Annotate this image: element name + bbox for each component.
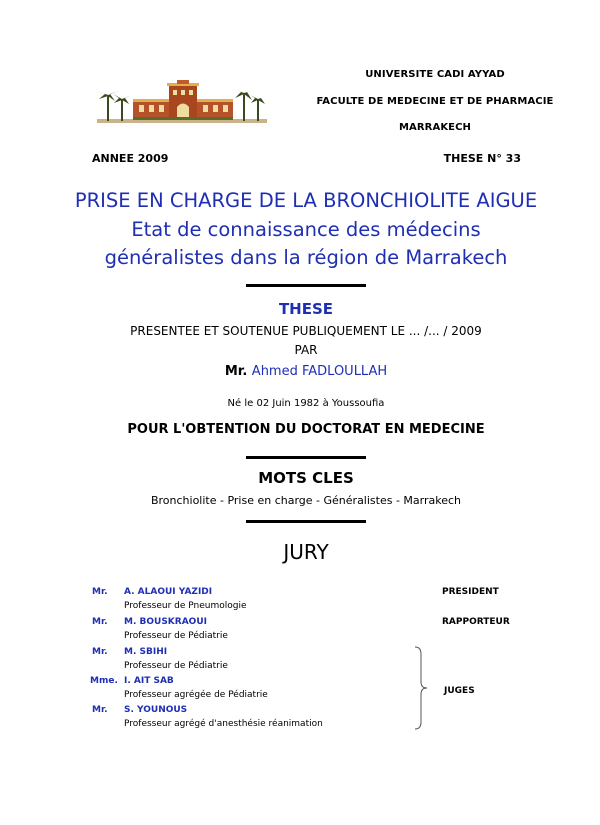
jury-member-position: Professeur de Pneumologie bbox=[124, 601, 247, 611]
jury-member-position: Professeur agrégée de Pédiatrie bbox=[124, 690, 268, 700]
jury-member-title: Mr. bbox=[92, 587, 108, 597]
role-rapporteur: RAPPORTEUR bbox=[442, 617, 510, 627]
degree-purpose: POUR L'OBTENTION DU DOCTORAT EN MEDECINE bbox=[127, 422, 485, 437]
role-juges: JUGES bbox=[444, 686, 475, 696]
jury-member-position: Professeur agrégé d'anesthésie réanimation bbox=[124, 719, 323, 729]
jury-member-title: Mme. bbox=[90, 676, 118, 686]
divider bbox=[246, 456, 366, 459]
university-name: UNIVERSITE CADI AYYAD bbox=[365, 69, 505, 80]
jury-member-title: Mr. bbox=[92, 617, 108, 627]
divider bbox=[246, 520, 366, 523]
academic-year: ANNEE 2009 bbox=[92, 152, 169, 165]
city-name: MARRAKECH bbox=[398, 122, 472, 133]
jury-member-name: A. ALAOUI YAZIDI bbox=[124, 587, 213, 597]
jury-member-position: Professeur de Pédiatrie bbox=[124, 661, 228, 671]
these-heading: THESE bbox=[278, 300, 334, 318]
divider bbox=[246, 284, 366, 287]
jury-heading: JURY bbox=[283, 540, 329, 564]
faculty-name: FACULTE DE MEDECINE ET DE PHARMACIE bbox=[316, 96, 554, 107]
par-line: PAR bbox=[294, 343, 318, 357]
right-brace-icon bbox=[414, 646, 428, 730]
faculty-building-logo bbox=[97, 79, 267, 125]
thesis-number: THESE N° 33 bbox=[443, 152, 521, 165]
jury-member-name: S. YOUNOUS bbox=[124, 705, 188, 715]
keywords-text: Bronchiolite - Prise en charge - Généralistes - Marrakech bbox=[150, 494, 462, 507]
jury-member-name: M. BOUSKRAOUI bbox=[124, 617, 207, 627]
author-title: Mr. bbox=[224, 364, 248, 379]
author-name: Ahmed FADLOULLAH bbox=[251, 364, 388, 379]
author-line bbox=[0, 364, 600, 379]
jury-member-title: Mr. bbox=[92, 647, 108, 657]
jury-member-name: M. SBIHI bbox=[124, 647, 168, 657]
keywords-heading: MOTS CLES bbox=[258, 469, 354, 487]
thesis-title-line-2: Etat de connaissance des médecins bbox=[131, 218, 481, 241]
birth-info: Né le 02 Juin 1982 à Youssoufia bbox=[227, 398, 385, 409]
role-president: PRESIDENT bbox=[442, 587, 499, 597]
jury-member-title: Mr. bbox=[92, 705, 108, 715]
jury-member-position: Professeur de Pédiatrie bbox=[124, 631, 228, 641]
thesis-title-line-3: généralistes dans la région de Marrakech bbox=[104, 246, 508, 269]
presentation-line: PRESENTEE ET SOUTENUE PUBLIQUEMENT LE ... /... / 2009 bbox=[130, 324, 482, 338]
thesis-title-line-1: PRISE EN CHARGE DE LA BRONCHIOLITE AIGUE bbox=[74, 189, 538, 212]
jury-member-name: I. AIT SAB bbox=[124, 676, 174, 686]
